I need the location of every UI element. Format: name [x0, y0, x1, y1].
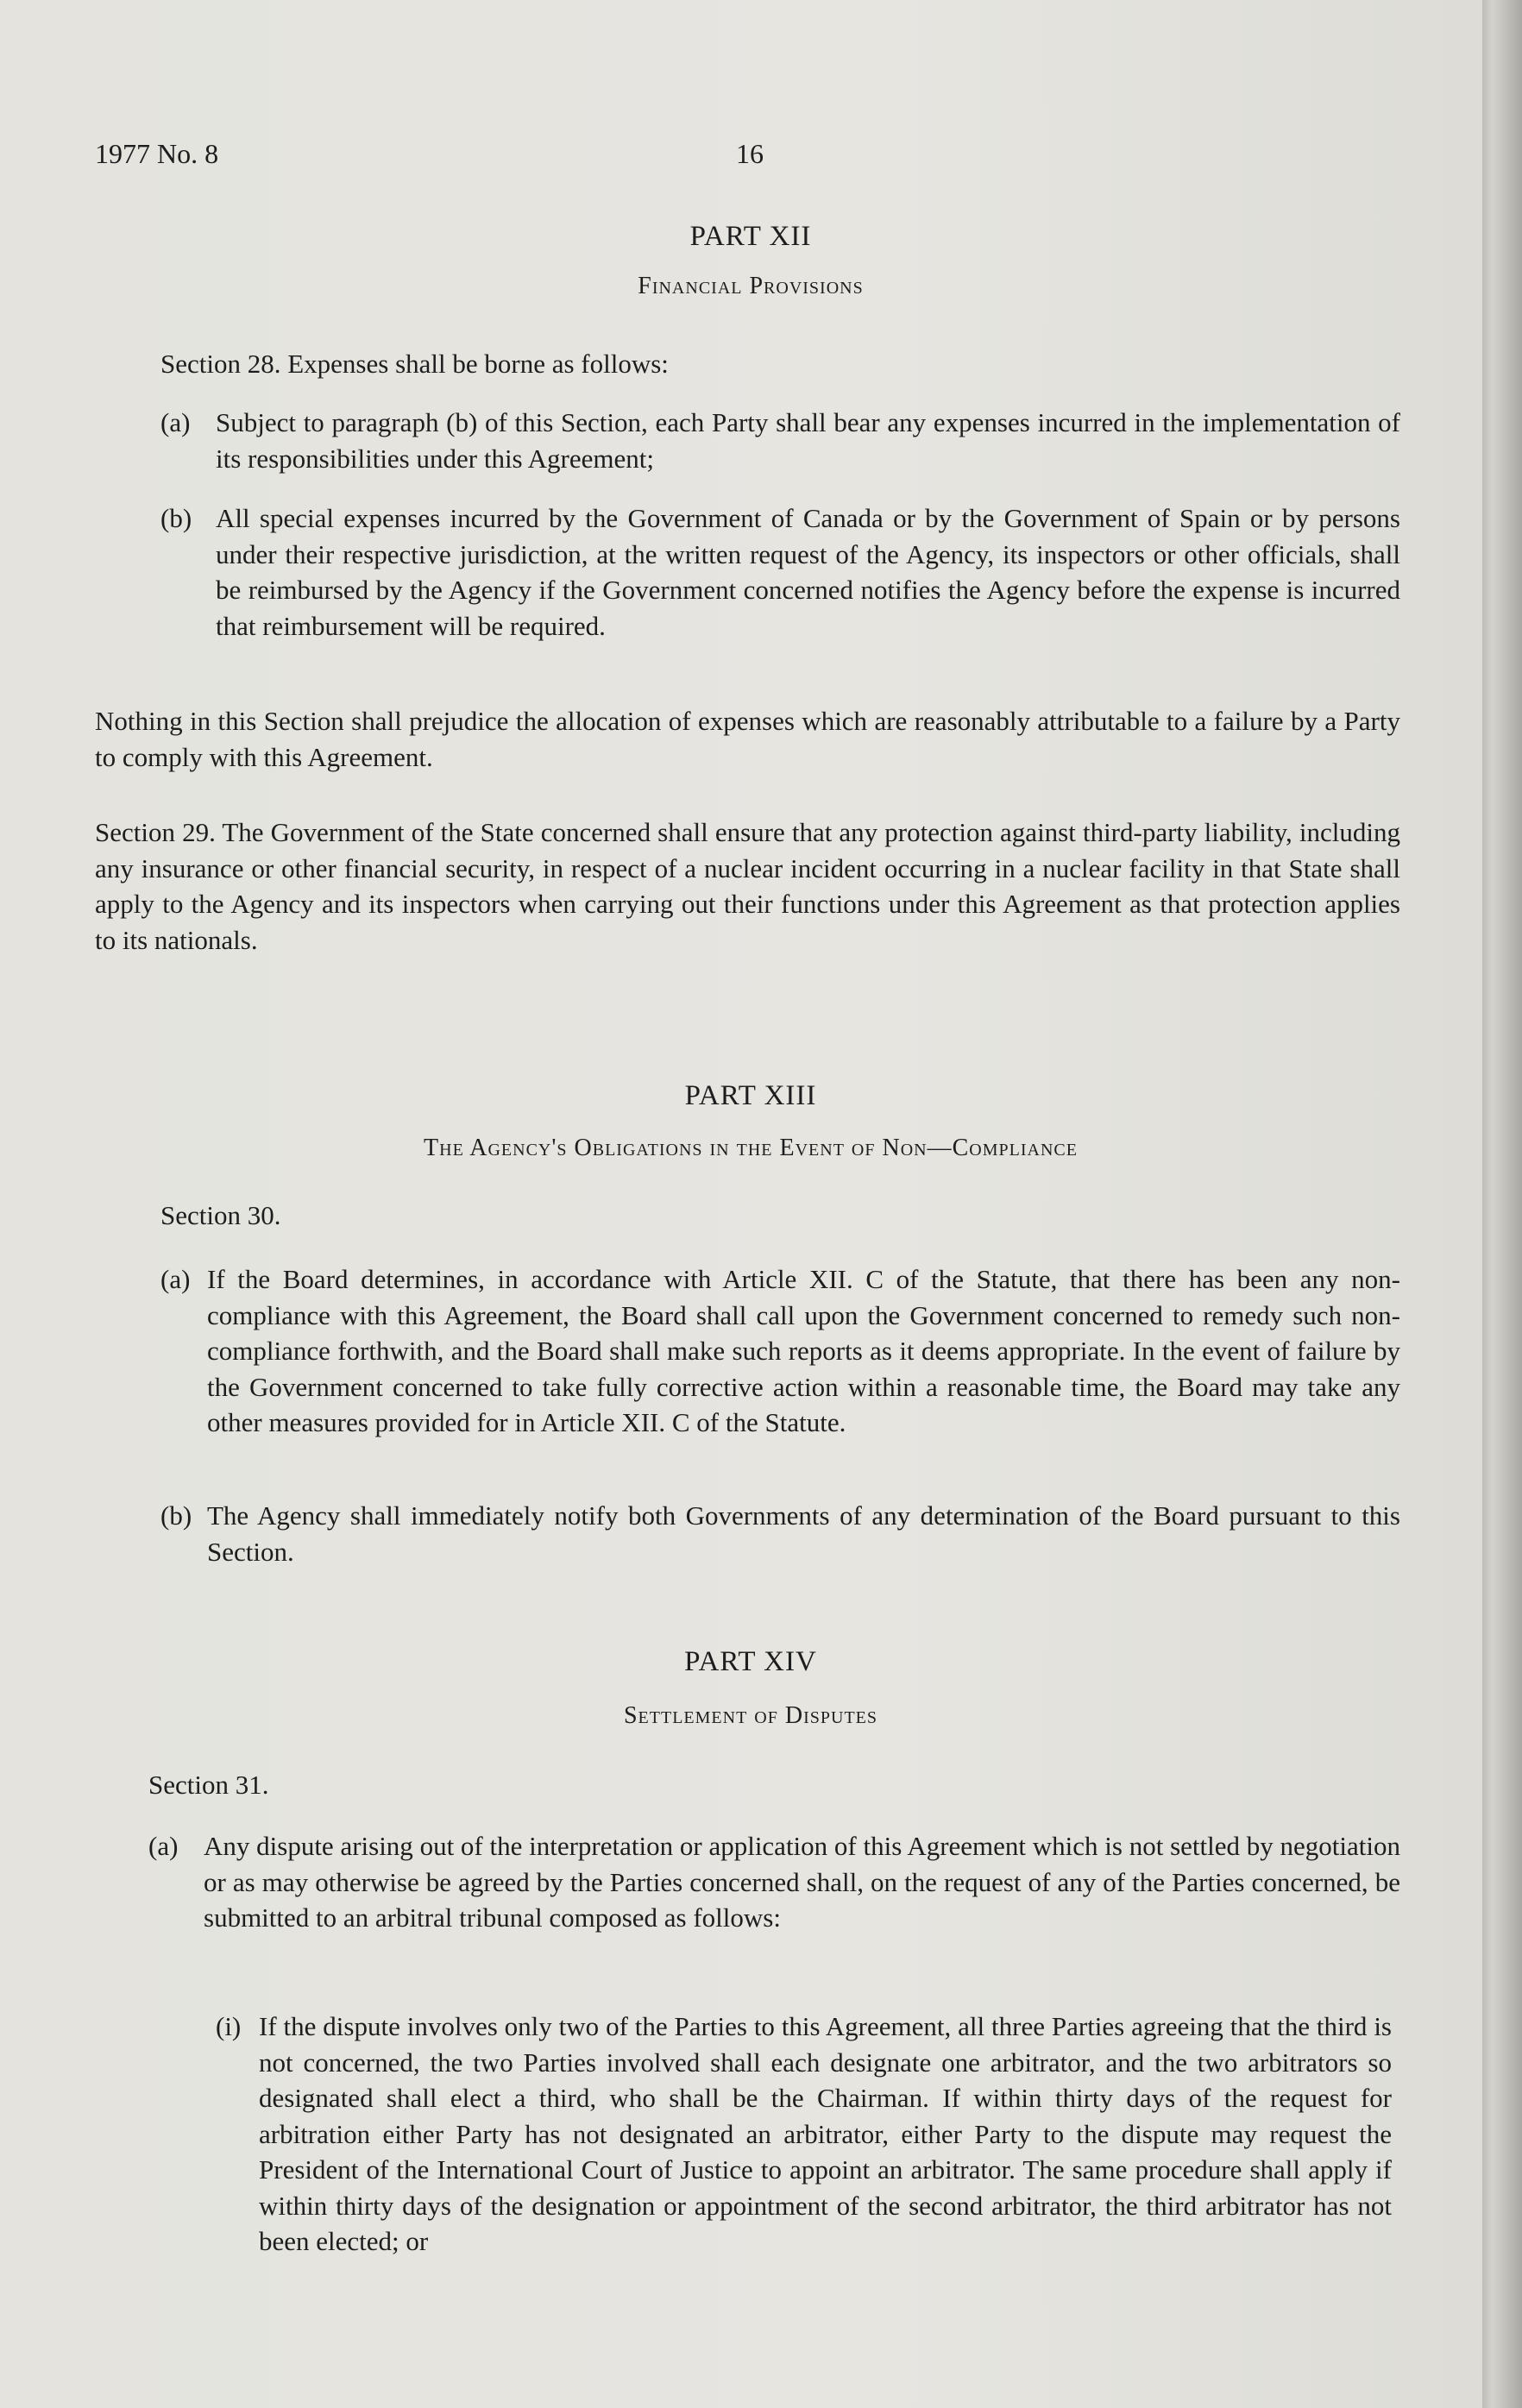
page-number: 16 [736, 138, 764, 169]
section-31-item-i-text: If the dispute involves only two of the Parties to this Agreement, all three Parties agreeing that the third is not concerned, the two Parties involved shall each designate one arbitrator, and the two arbitrators so designated shall elect a third, who shall be the Chairman. If within thirty days of the request for arbitration either Party has not designated an arbitrator, either Party to the dispute may request the President of the International Court of Justice to appoint an arbitrator. The same procedure shall apply if within thirty days of the designation or appointment of the second arbitrator, the third arbitrator has not been elected; or [259, 2011, 1392, 2256]
page-edge [1482, 0, 1522, 2408]
section-30-item-a-text: If the Board determines, in accordance with Article XII. C of the Statute, that there has been any non-compliance with this Agreement, the Board shall call upon the Government concerned to remedy such non-compliance forthwith, and the Board shall make such reports as it deems appropriate. In the event of failure by the Government concerned to take fully corrective action within a reasonable time, the Board may take any other measures provided for in Article XII. C of the Statute. [207, 1264, 1400, 1437]
part-xii-title: PART XII [689, 221, 812, 252]
section-31-heading: Section 31. [148, 1770, 269, 1800]
part-xiv-title: PART XIV [684, 1646, 817, 1677]
page-header-left: 1977 No. 8 [95, 138, 219, 169]
section-28-closing: Nothing in this Section shall prejudice the allocation of expenses which are reasonably attributable to a failure by a Party to comply with this Agreement. [95, 706, 1400, 772]
section-28-item-b-text: All special expenses incurred by the Government of Canada or by the Government of Spain or by persons under their respective jurisdiction, at the written request of the Agency, its inspectors or other officials, shall be reimbursed by the Agency if the Government concerned notifies the Agency before the expense is incurred that reimbursement will be required. [216, 503, 1400, 641]
section-30-heading: Section 30. [160, 1200, 281, 1230]
section-28-item-a-label: (a) [160, 407, 191, 437]
section-30-item-b-label: (b) [160, 1500, 192, 1531]
part-xiv-subtitle: Settlement of Disputes [623, 1702, 877, 1729]
part-xiii-subtitle: The Agency's Obligations in the Event of Non—Compliance [424, 1135, 1078, 1161]
section-31-item-a-label: (a) [148, 1831, 179, 1861]
part-xii-subtitle: Financial Provisions [638, 273, 864, 299]
section-28-item-a-text: Subject to paragraph (b) of this Section, each Party shall bear any expenses incurred in the implementation of its responsibilities under this Agreement; [216, 407, 1400, 474]
section-29-paragraph: Section 29. The Government of the State concerned shall ensure that any protection against third-party liability, including any insurance or other financial security, in respect of a nuclear incident occurring in a nuclear facility in that State shall apply to the Agency and its inspectors when carrying out their functions under this Agreement as that protection applies to its nationals. [95, 817, 1400, 955]
section-28-item-b-label: (b) [160, 503, 192, 533]
part-xiii-title: PART XIII [684, 1080, 817, 1111]
section-30-item-b-text: The Agency shall immediately notify both Governments of any determination of the Board pursuant to this Section. [207, 1500, 1400, 1567]
section-31-item-a-text: Any dispute arising out of the interpretation or application of this Agreement which is not settled by negotiation or as may otherwise be agreed by the Parties concerned shall, on the request of any of the Parties concerned, be submitted to an arbitral tribunal composed as follows: [204, 1831, 1400, 1933]
section-30-item-a-label: (a) [160, 1264, 191, 1294]
section-28-intro: Section 28. Expenses shall be borne as follows: [160, 349, 669, 379]
section-31-item-i-label: (i) [216, 2011, 242, 2041]
